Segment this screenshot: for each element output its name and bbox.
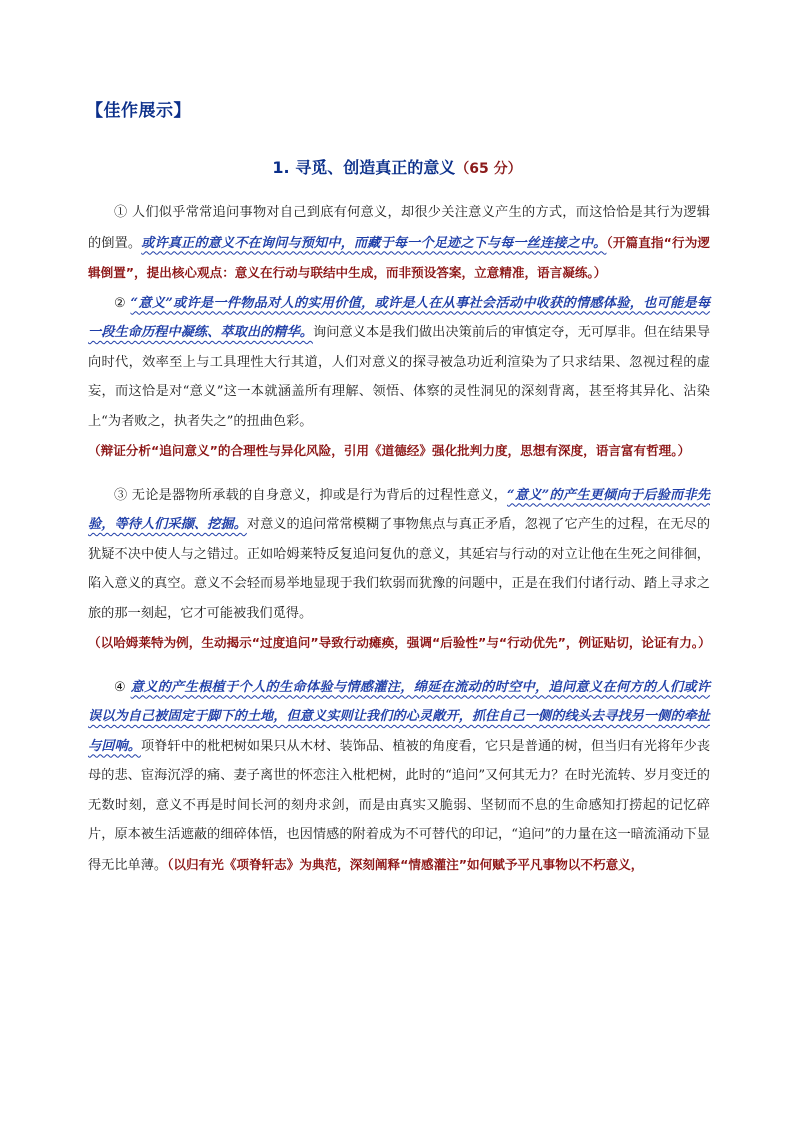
essay-title-text: 1. 寻觅、创造真正的意义 [272, 158, 456, 177]
essay-score: （65 分） [455, 161, 522, 177]
essay-body [88, 198, 710, 880]
paragraph-2 [88, 289, 710, 437]
section-heading: 【佳作展示】 [86, 101, 191, 121]
teacher-comment: （以归有光《项脊轩志》为典范，深刻阐释“情感灌注”如何赋予平凡事物以不朽意义， [167, 856, 644, 872]
paragraph-text: ③ 无论是器物所承载的自身意义，抑或是行为背后的过程性意义， [114, 487, 508, 503]
highlighted-sentence: “意义”的产生更倾向于后验而非先验，等待人们采撷、挖掘。 [88, 487, 710, 532]
comment-block-2 [88, 436, 710, 467]
paragraph-4 [88, 673, 710, 881]
spacer [88, 467, 710, 481]
paragraph-3 [88, 481, 710, 629]
spacer [88, 659, 710, 673]
paragraph-text: 询问意义本是我们做出决策前后的审慎定夺，无可厚非。但在结果导向时代，效率至上与工具理性大行其道，人们对意义的探寻被急功近利渲染为了只求结果、忽视过程的虚妄，而这恰是对“意义”这一本就涵盖所有理解、领悟、体察的灵性洞见的深刻背离，甚至将其异化、沾染上“为者败之，执者失之”的扭曲色彩。 [88, 325, 711, 429]
paragraph-text: ① 人们似乎常常追问事物对自己到底有何意义，却很少关注意义产生的方式，而这恰恰是其行为逻辑的倒置。 [88, 205, 710, 251]
teacher-comment: （以哈姆莱特为例，生动揭示“过度追问”导致行动瘫痪，强调“后验性”与“行动优先”，例证贴切，论证有力。） [88, 635, 711, 650]
teacher-comment: （开篇直指“行为逻辑倒置”，提出核心观点：意义在行动与联结中生成，而非预设答案，立意精准，语言凝练。） [88, 234, 710, 280]
essay-title [0, 155, 794, 178]
highlighted-sentence: 意义的产生根植于个人的生命体验与情感灌注，绵延在流动的时空中，追问意义在何方的人们或许误以为自己被固定于脚下的土地，但意义实则让我们的心灵敞开，抓住自己一侧的线头去寻找另一侧的牵扯与回响。 [88, 679, 711, 754]
highlighted-sentence: 或许真正的意义不在询问与预知中，而藏于每一个足迹之下与每一丝连接之中。 [141, 235, 607, 251]
paragraph-text: 对意义的追问常常模糊了事物焦点与真正矛盾，忽视了它产生的过程，在无尽的犹疑不决中使人与之错过。正如哈姆莱特反复追问复仇的意义，其延宕与行动的对立让他在生死之间徘徊，陷入意义的真空。意义不会轻而易举地显现于我们软弱而犹豫的问题中，正是在我们付诸行动、踏上寻求之旅的那一刻起，它才可能被我们觅得。 [88, 517, 711, 621]
paragraph-text: ② [114, 295, 131, 311]
paragraph-text: ④ [114, 679, 131, 695]
teacher-comment: （辩证分析“追问意义”的合理性与异化风险，引用《道德经》强化批判力度，思想有深度，语言富有哲理。） [88, 443, 691, 458]
comment-block-3 [88, 628, 710, 659]
paragraph-1 [88, 198, 710, 289]
paragraph-text: 项脊轩中的枇杷树如果只从木材、装饰品、植被的角度看，它只是普通的树，但当归有光将年少丧母的悲、宦海沉浮的痛、妻子离世的怀恋注入枇杷树，此时的“追问”又何其无力？在时光流转、岁月变迁的无数时刻，意义不再是时间长河的刻舟求剑，而是由真实又脆弱、坚韧而不息的生命感知打捞起的记忆碎片，原本被生活遮蔽的细碎体悟，也因情感的附着成为不可替代的印记，“追问”的力量在这一暗流涌动下显得无比单薄。 [88, 738, 711, 873]
highlighted-sentence: “意义”或许是一件物品对人的实用价值，或许是人在从事社会活动中收获的情感体验，也可能是每一段生命历程中凝练、萃取出的精华。 [88, 295, 711, 340]
